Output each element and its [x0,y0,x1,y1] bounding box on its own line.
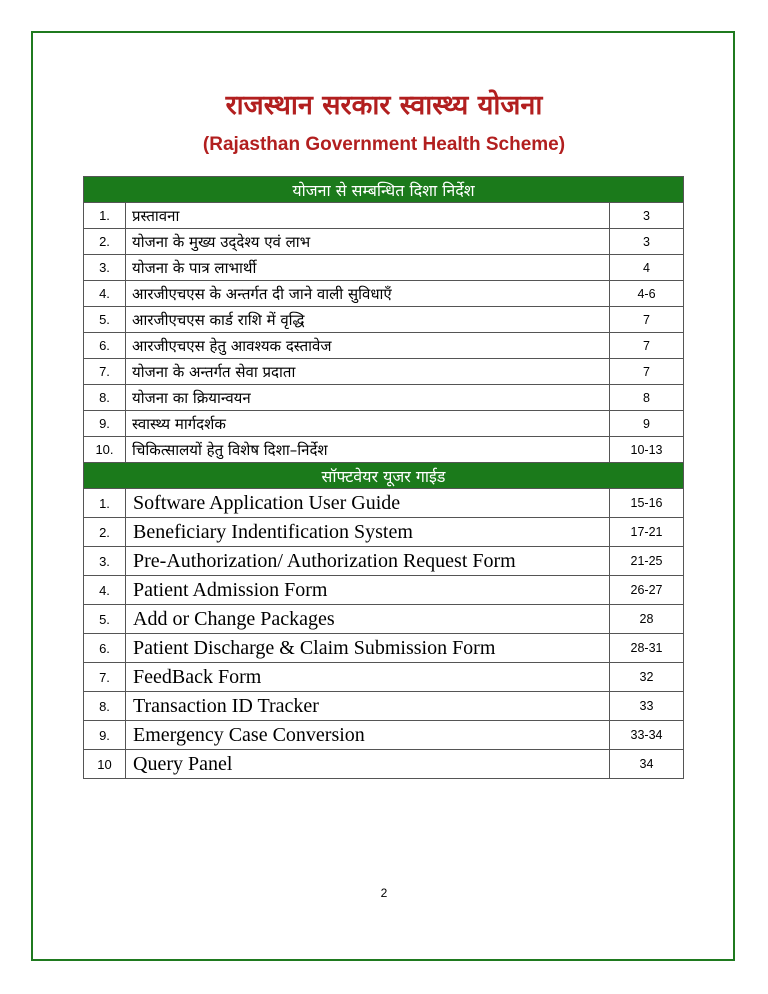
row-page: 4-6 [610,281,684,307]
table-row [84,437,684,463]
section-header-software-guide [84,463,684,489]
page-number: 2 [380,886,388,900]
table-row [84,203,684,229]
table-row [84,333,684,359]
row-title: चिकित्सालयों हेतु विशेष दिशा–निर्देश [126,437,610,463]
row-number: 5. [84,307,126,333]
row-title: Beneficiary Indentification System [126,518,610,547]
row-number: 7. [84,663,126,692]
section-header-guidelines [84,177,684,203]
row-number: 8. [84,385,126,411]
row-page: 7 [610,307,684,333]
row-title: योजना के मुख्य उद्‌देश्य एवं लाभ [126,229,610,255]
row-number: 10. [84,437,126,463]
row-number: 4. [84,281,126,307]
table-row [84,634,684,663]
row-title: स्वास्थ्य मार्गदर्शक [126,411,610,437]
row-page: 28-31 [610,634,684,663]
row-number: 6. [84,634,126,663]
row-number: 2. [84,229,126,255]
row-page: 8 [610,385,684,411]
table-row [84,663,684,692]
row-title: योजना के अन्तर्गत सेवा प्रदाता [126,359,610,385]
row-number: 8. [84,692,126,721]
row-title: आरजीएचएस हेतु आवश्यक दस्तावेज [126,333,610,359]
row-title: Add or Change Packages [126,605,610,634]
row-title: आरजीएचएस कार्ड राशि में वृद्धि [126,307,610,333]
row-title: Patient Admission Form [126,576,610,605]
table-row [84,489,684,518]
row-page: 32 [610,663,684,692]
row-title: Pre-Authorization/ Authorization Request Form [126,547,610,576]
row-page: 3 [610,229,684,255]
row-page: 4 [610,255,684,281]
table-row [84,281,684,307]
table-row [84,307,684,333]
row-number: 1. [84,489,126,518]
row-title: आरजीएचएस के अन्तर्गत दी जाने वाली सुविधाएँ [126,281,610,307]
row-page: 21-25 [610,547,684,576]
row-title: FeedBack Form [126,663,610,692]
row-page: 33-34 [610,721,684,750]
row-title: Patient Discharge & Claim Submission Form [126,634,610,663]
row-number: 10 [84,750,126,779]
section-heading: सॉफ्टवेयर यूजर गाईड [84,463,684,489]
row-number: 4. [84,576,126,605]
row-page: 9 [610,411,684,437]
table-row [84,359,684,385]
table-row [84,750,684,779]
table-row [84,229,684,255]
row-number: 2. [84,518,126,547]
row-page: 26-27 [610,576,684,605]
row-title: Emergency Case Conversion [126,721,610,750]
table-row [84,692,684,721]
table-row [84,518,684,547]
table-of-contents [83,176,684,779]
row-page: 28 [610,605,684,634]
row-number: 1. [84,203,126,229]
row-page: 34 [610,750,684,779]
row-number: 5. [84,605,126,634]
row-number: 3. [84,547,126,576]
row-page: 3 [610,203,684,229]
section-heading: योजना से सम्बन्धित दिशा निर्देश [84,177,684,203]
table-row [84,605,684,634]
table-row [84,721,684,750]
page-title-hindi: राजस्थान सरकार स्वास्थ्य योजना [225,90,543,121]
row-page: 15-16 [610,489,684,518]
row-title: Transaction ID Tracker [126,692,610,721]
row-number: 9. [84,721,126,750]
row-title: Software Application User Guide [126,489,610,518]
table-row [84,411,684,437]
row-page: 17-21 [610,518,684,547]
row-title: Query Panel [126,750,610,779]
row-page: 7 [610,333,684,359]
row-title: प्रस्तावना [126,203,610,229]
table-row [84,255,684,281]
table-row [84,385,684,411]
table-row [84,576,684,605]
row-number: 6. [84,333,126,359]
page-title-english: (Rajasthan Government Health Scheme) [202,134,566,155]
row-title: योजना का क्रियान्वयन [126,385,610,411]
row-page: 10-13 [610,437,684,463]
row-number: 9. [84,411,126,437]
row-page: 33 [610,692,684,721]
row-number: 7. [84,359,126,385]
table-row [84,547,684,576]
row-title: योजना के पात्र लाभार्थी [126,255,610,281]
row-page: 7 [610,359,684,385]
row-number: 3. [84,255,126,281]
